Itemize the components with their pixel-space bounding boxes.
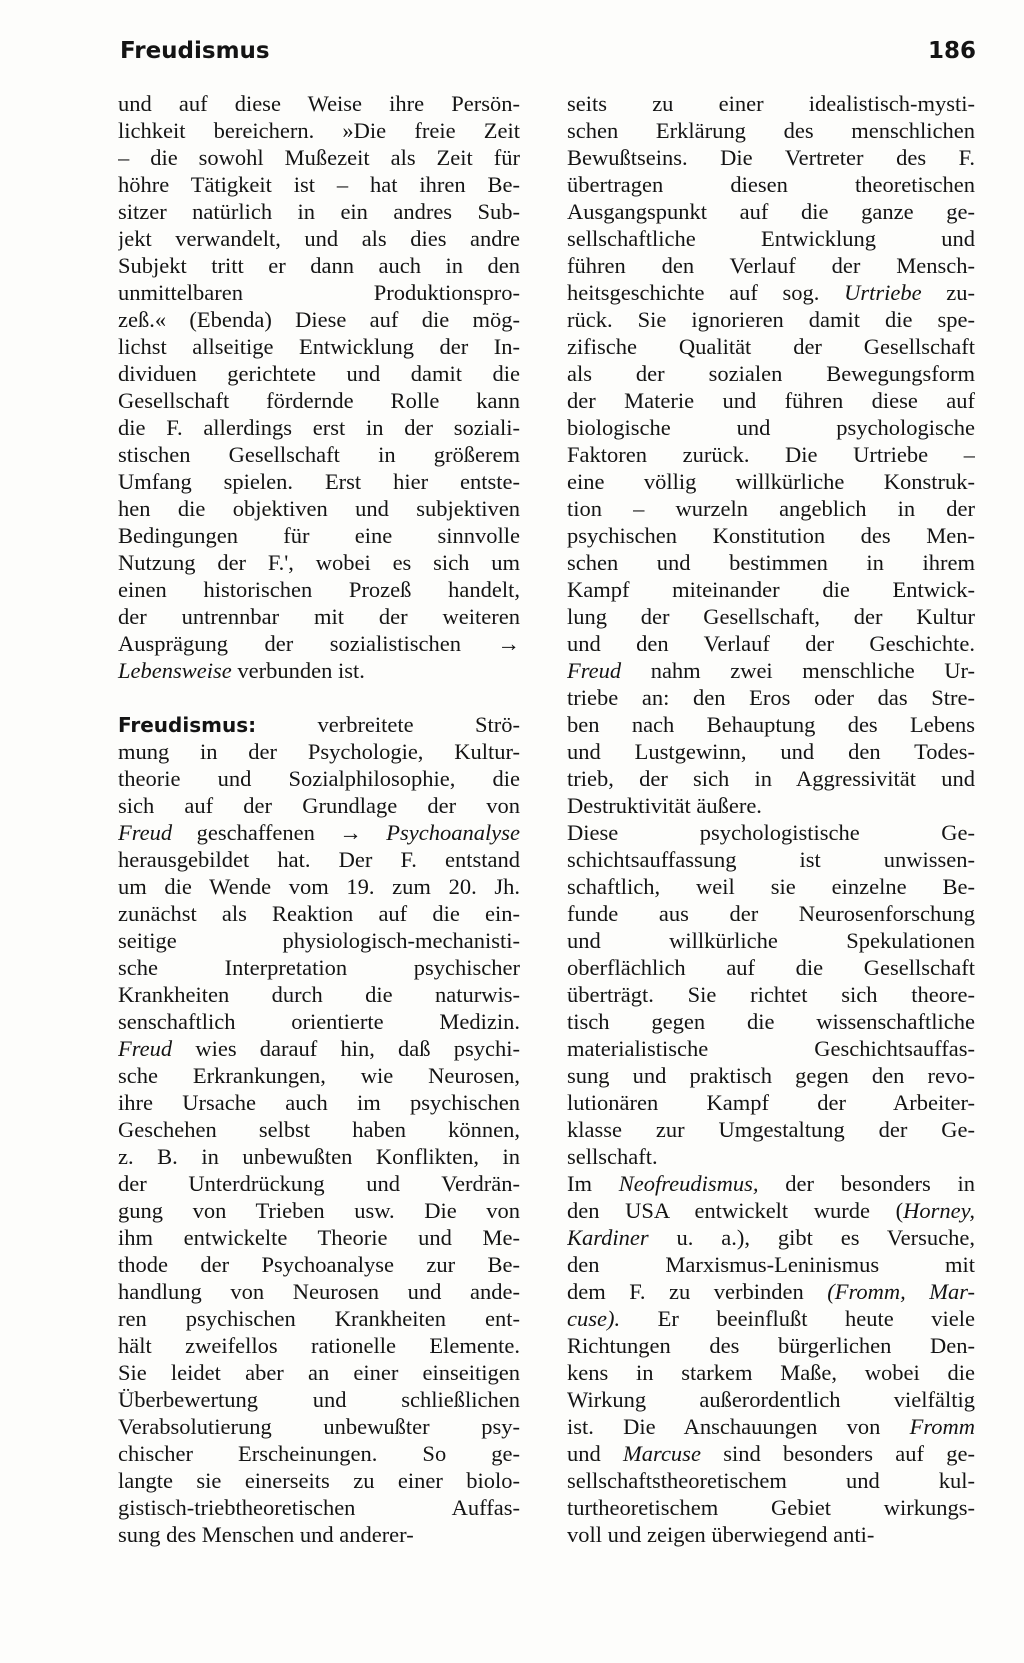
text-line xyxy=(567,144,975,171)
text-run: sellschaftstheoretischem und kul- xyxy=(567,1468,975,1493)
text-line xyxy=(118,630,520,657)
text-run: Umfang spielen. Erst hier entste- xyxy=(118,469,520,494)
text-line xyxy=(118,657,520,684)
text-line xyxy=(118,819,520,846)
text-line xyxy=(118,1170,520,1197)
text-run: sche Erkrankungen, wie Neurosen, xyxy=(118,1063,520,1088)
text-run: und Lustgewinn, und den Todes- xyxy=(567,739,975,764)
text-run: Kampf miteinander die Entwick- xyxy=(567,577,975,602)
text-run: ihm entwickelte Theorie und Me- xyxy=(118,1225,520,1250)
text-run: eine völlig willkürliche Konstruk- xyxy=(567,469,975,494)
text-run: Gesellschaft fördernde Rolle kann xyxy=(118,388,520,413)
text-line xyxy=(118,1224,520,1251)
text-line xyxy=(567,819,975,846)
text-run: senschaftlich orientierte Medizin. xyxy=(118,1009,520,1034)
text-line xyxy=(118,603,520,630)
text-line xyxy=(118,1413,520,1440)
text-line xyxy=(118,441,520,468)
text-run: theorie und Sozialphilosophie, die xyxy=(118,766,520,791)
text-run: ben nach Behauptung des Lebens xyxy=(567,712,975,737)
text-run: lichkeit bereichern. »Die freie Zeit xyxy=(118,118,520,143)
text-line xyxy=(118,1359,520,1386)
text-line xyxy=(567,387,975,414)
text-run: lichst allseitige Entwicklung der In- xyxy=(118,334,520,359)
text-line xyxy=(567,306,975,333)
text-run: langte sie einerseits zu einer biolo- xyxy=(118,1468,520,1493)
text-line xyxy=(118,954,520,981)
text-run: sellschaftliche Entwicklung und xyxy=(567,226,975,251)
text-line xyxy=(567,900,975,927)
text-line xyxy=(567,1224,975,1251)
text-run: den Marxismus-Leninismus mit xyxy=(567,1252,975,1277)
text-run: Richtungen des bürgerlichen Den- xyxy=(567,1333,975,1358)
text-run: und xyxy=(567,1441,624,1466)
text-run: Diese psychologistische Ge- xyxy=(567,820,975,845)
text-line xyxy=(118,225,520,252)
text-run: und willkürliche Spekulationen xyxy=(567,928,975,953)
text-line xyxy=(567,90,975,117)
text-line xyxy=(118,846,520,873)
text-run: zu- xyxy=(921,280,975,305)
text-line xyxy=(567,981,975,1008)
text-line xyxy=(118,1494,520,1521)
text-line xyxy=(118,144,520,171)
text-run: und auf diese Weise ihre Persön- xyxy=(118,91,520,116)
text-line xyxy=(567,1359,975,1386)
text-run: dem F. zu verbinden xyxy=(567,1279,828,1304)
text-line xyxy=(567,117,975,144)
text-run: übertragen diesen theoretischen xyxy=(567,172,975,197)
text-run: Nutzung der F.', wobei es sich um xyxy=(118,550,520,575)
text-line xyxy=(118,900,520,927)
text-run: schen und bestimmen in ihrem xyxy=(567,550,975,575)
text-line xyxy=(567,441,975,468)
text-run: ren psychischen Krankheiten ent- xyxy=(118,1306,520,1331)
text-run: der Unterdrückung und Verdrän- xyxy=(118,1171,520,1196)
text-run: jekt verwandelt, und als dies andre xyxy=(118,226,520,251)
text-line xyxy=(567,279,975,306)
text-line xyxy=(567,1467,975,1494)
text-line xyxy=(567,765,975,792)
text-run: kens in starkem Maße, wobei die xyxy=(567,1360,975,1385)
text-run: tisch gegen die wissenschaftliche xyxy=(567,1009,975,1034)
text-run: als der sozialen Bewegungsform xyxy=(567,361,975,386)
italic-term: Lebensweise xyxy=(118,658,232,683)
text-line xyxy=(118,1305,520,1332)
text-line xyxy=(567,1197,975,1224)
text-run: verbunden ist. xyxy=(231,658,365,683)
text-run: seitige physiologisch-mechanisti- xyxy=(118,928,520,953)
text-line xyxy=(567,1116,975,1143)
text-line xyxy=(567,711,975,738)
text-line xyxy=(118,306,520,333)
text-line xyxy=(567,1089,975,1116)
text-run: seits zu einer idealistisch-mysti- xyxy=(567,91,975,116)
text-run: Überbewertung und schließlichen xyxy=(118,1387,520,1412)
text-run: Im xyxy=(567,1171,619,1196)
text-line xyxy=(118,1116,520,1143)
text-run: sche Interpretation psychischer xyxy=(118,955,520,980)
text-line xyxy=(567,171,975,198)
text-line xyxy=(567,1008,975,1035)
text-run: zunächst als Reaktion auf die ein- xyxy=(118,901,520,926)
text-run: triebe an: den Eros oder das Stre- xyxy=(567,685,975,710)
text-run: Verabsolutierung unbewußter psy- xyxy=(118,1414,520,1439)
text-run: sich auf der Grundlage der von xyxy=(118,793,520,818)
italic-term: Freud xyxy=(567,658,622,683)
text-run: sung des Menschen und anderer- xyxy=(118,1522,414,1547)
text-line xyxy=(118,1278,520,1305)
text-line xyxy=(118,117,520,144)
text-line xyxy=(118,1143,520,1170)
running-header xyxy=(120,38,976,74)
text-line xyxy=(118,738,520,765)
italic-term: Horney, xyxy=(903,1198,975,1223)
italic-term: Kardiner xyxy=(567,1225,649,1250)
text-line xyxy=(567,1413,975,1440)
text-run: z. B. in unbewußten Konflikten, in xyxy=(118,1144,520,1169)
text-line xyxy=(567,1278,975,1305)
text-line xyxy=(567,1143,975,1170)
lemma-heading: Freudismus: xyxy=(118,713,257,737)
text-line xyxy=(118,1332,520,1359)
text-run: voll und zeigen überwiegend anti- xyxy=(567,1522,875,1547)
text-line xyxy=(118,1062,520,1089)
text-line xyxy=(118,1035,520,1062)
text-run: ihre Ursache auch im psychischen xyxy=(118,1090,520,1115)
text-run: den USA entwickelt wurde ( xyxy=(567,1198,904,1223)
text-run: tion – wurzeln angeblich in der xyxy=(567,496,975,521)
text-line xyxy=(567,792,975,819)
text-run: stischen Gesellschaft in größerem xyxy=(118,442,520,467)
text-run: wies darauf hin, daß psychi- xyxy=(172,1036,520,1061)
text-line xyxy=(567,1170,975,1197)
text-line xyxy=(567,684,975,711)
text-line xyxy=(567,927,975,954)
text-run: rück. Sie ignorieren damit die spe- xyxy=(567,307,975,332)
text-run: Geschehen selbst haben können, xyxy=(118,1117,520,1142)
italic-term: Freud xyxy=(118,1036,173,1061)
text-run: turtheoretischem Gebiet wirkungs- xyxy=(567,1495,975,1520)
text-run: schichtsauffassung ist unwissen- xyxy=(567,847,975,872)
text-run: schen Erklärung des menschlichen xyxy=(567,118,975,143)
text-line xyxy=(118,495,520,522)
italic-term: Psychoanalyse xyxy=(386,820,520,845)
text-line xyxy=(118,387,520,414)
text-line xyxy=(567,549,975,576)
text-run: psychischen Konstitution des Men- xyxy=(567,523,975,548)
text-run: handlung von Neurosen und ande- xyxy=(118,1279,520,1304)
text-line xyxy=(567,1440,975,1467)
text-run: oberflächlich auf die Gesellschaft xyxy=(567,955,975,980)
text-line xyxy=(567,630,975,657)
italic-term: Neofreudismus, xyxy=(618,1171,759,1196)
text-line xyxy=(567,846,975,873)
text-line xyxy=(118,360,520,387)
text-run: mung in der Psychologie, Kultur- xyxy=(118,739,520,764)
text-run: gistisch-triebtheoretischen Auffas- xyxy=(118,1495,520,1520)
text-line xyxy=(567,603,975,630)
text-run: klasse zur Umgestaltung der Ge- xyxy=(567,1117,975,1142)
text-line xyxy=(567,1386,975,1413)
text-line xyxy=(567,738,975,765)
text-run: trieb, der sich in Aggressivität und xyxy=(567,766,975,791)
text-run: schaftlich, weil sie einzelne Be- xyxy=(567,874,975,899)
header-keyword: Freudismus xyxy=(120,38,270,64)
text-run: chischer Erscheinungen. So ge- xyxy=(118,1441,520,1466)
text-line xyxy=(118,927,520,954)
paragraph-gap xyxy=(118,684,520,711)
text-line xyxy=(118,522,520,549)
text-run: zifische Qualität der Gesellschaft xyxy=(567,334,975,359)
text-run: der besonders in xyxy=(758,1171,975,1196)
text-line xyxy=(567,495,975,522)
text-run: geschaffenen → xyxy=(172,820,387,845)
text-run: überträgt. Sie richtet sich theore- xyxy=(567,982,975,1007)
text-run: Ausgangspunkt auf die ganze ge- xyxy=(567,199,975,224)
text-run: ist. Die Anschauungen von xyxy=(567,1414,910,1439)
text-run: – die sowohl Mußezeit als Zeit für xyxy=(118,145,520,170)
text-line xyxy=(567,873,975,900)
italic-term: Marcuse xyxy=(623,1441,701,1466)
text-line xyxy=(567,1035,975,1062)
text-line xyxy=(118,1008,520,1035)
italic-term: cuse). xyxy=(567,1306,621,1331)
text-run: lutionären Kampf der Arbeiter- xyxy=(567,1090,975,1115)
text-line xyxy=(118,711,520,738)
text-run: der untrennbar mit der weiteren xyxy=(118,604,520,629)
text-line xyxy=(567,333,975,360)
text-line xyxy=(567,225,975,252)
text-line xyxy=(118,333,520,360)
text-line xyxy=(118,1467,520,1494)
text-line xyxy=(118,198,520,225)
text-line xyxy=(118,1386,520,1413)
text-run: der Materie und führen diese auf xyxy=(567,388,975,413)
italic-term: (Fromm, Mar- xyxy=(827,1279,975,1304)
italic-term: Urtriebe xyxy=(844,280,922,305)
text-line xyxy=(118,171,520,198)
text-run: sellschaft. xyxy=(567,1144,658,1169)
text-run: Destruktivität äußere. xyxy=(567,793,762,818)
text-run: um die Wende vom 19. zum 20. Jh. xyxy=(118,874,520,899)
text-line xyxy=(118,90,520,117)
text-run: und den Verlauf der Geschichte. xyxy=(567,631,975,656)
text-run: Krankheiten durch die naturwis- xyxy=(118,982,520,1007)
text-line xyxy=(567,1062,975,1089)
text-line xyxy=(118,1440,520,1467)
text-line xyxy=(567,1332,975,1359)
text-line xyxy=(567,468,975,495)
text-run: zeß.« (Ebenda) Diese auf die mög- xyxy=(118,307,520,332)
text-run: thode der Psychoanalyse zur Be- xyxy=(118,1252,520,1277)
text-run: die F. allerdings erst in der soziali- xyxy=(118,415,520,440)
text-run: Ausprägung der sozialistischen → xyxy=(118,631,520,656)
text-line xyxy=(567,1305,975,1332)
text-line xyxy=(118,1521,520,1548)
text-line xyxy=(567,1494,975,1521)
text-line xyxy=(118,279,520,306)
text-run: Er beeinflußt heute viele xyxy=(620,1306,975,1331)
text-line xyxy=(567,198,975,225)
text-run: sung und praktisch gegen den revo- xyxy=(567,1063,975,1088)
text-line xyxy=(118,414,520,441)
text-line xyxy=(118,576,520,603)
text-run: Sie leidet aber an einer einseitigen xyxy=(118,1360,520,1385)
text-line xyxy=(567,954,975,981)
text-run: Bewußtseins. Die Vertreter des F. xyxy=(567,145,975,170)
text-run: herausgebildet hat. Der F. entstand xyxy=(118,847,520,872)
text-run: Wirkung außerordentlich vielfältig xyxy=(567,1387,975,1412)
text-run: einen historischen Prozeß handelt, xyxy=(118,577,520,602)
italic-term: Fromm xyxy=(909,1414,975,1439)
text-line xyxy=(567,252,975,279)
text-run: u. a.), gibt es Versuche, xyxy=(648,1225,975,1250)
text-run: dividuen gerichtete und damit die xyxy=(118,361,520,386)
text-line xyxy=(118,468,520,495)
text-line xyxy=(567,414,975,441)
text-run: nahm zwei menschliche Ur- xyxy=(621,658,975,683)
text-run: führen den Verlauf der Mensch- xyxy=(567,253,975,278)
text-line xyxy=(118,549,520,576)
text-run: gung von Trieben usw. Die von xyxy=(118,1198,520,1223)
text-line xyxy=(118,1251,520,1278)
text-line xyxy=(118,1197,520,1224)
text-run: verbreitete Strö- xyxy=(256,712,520,737)
text-line xyxy=(567,657,975,684)
text-line xyxy=(118,873,520,900)
text-line xyxy=(567,576,975,603)
text-run: hen die objektiven und subjektiven xyxy=(118,496,520,521)
text-run: unmittelbaren Produktionspro- xyxy=(118,280,520,305)
text-line xyxy=(567,1521,975,1548)
text-run: hält zweifellos rationelle Elemente. xyxy=(118,1333,520,1358)
text-line xyxy=(118,1089,520,1116)
left-column xyxy=(118,90,520,1548)
text-run: heitsgeschichte auf sog. xyxy=(567,280,845,305)
text-run: Subjekt tritt er dann auch in den xyxy=(118,253,520,278)
text-run: sitzer natürlich in ein andres Sub- xyxy=(118,199,520,224)
italic-term: Freud xyxy=(118,820,173,845)
right-column xyxy=(567,90,975,1548)
text-run: Bedingungen für eine sinnvolle xyxy=(118,523,520,548)
text-run: funde aus der Neurosenforschung xyxy=(567,901,975,926)
text-line xyxy=(567,522,975,549)
text-run: lung der Gesellschaft, der Kultur xyxy=(567,604,975,629)
text-line xyxy=(118,981,520,1008)
text-run: materialistische Geschichtsauffas- xyxy=(567,1036,975,1061)
text-run: sind besonders auf ge- xyxy=(700,1441,975,1466)
text-line xyxy=(567,360,975,387)
text-line xyxy=(567,1251,975,1278)
text-line xyxy=(118,792,520,819)
page-number: 186 xyxy=(927,38,976,64)
text-run: höhre Tätigkeit ist – hat ihren Be- xyxy=(118,172,520,197)
text-run: biologische und psychologische xyxy=(567,415,975,440)
text-line xyxy=(118,252,520,279)
text-line xyxy=(118,765,520,792)
text-run: Faktoren zurück. Die Urtriebe – xyxy=(567,442,975,467)
